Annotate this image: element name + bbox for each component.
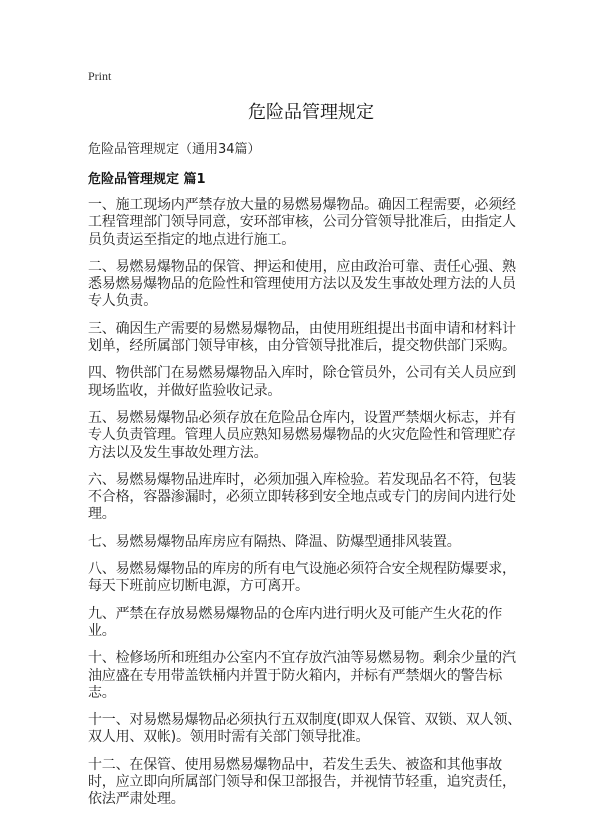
paragraph: 二、易燃易爆物品的保管、押运和使用，应由政治可靠、责任心强、熟悉易燃易爆物品的危险性和管理使用方法以及发生事故处理方法的人员专人负责。 xyxy=(88,258,516,310)
paragraph: 一、施工现场内严禁存放大量的易燃易爆物品。确因工程需要，必须经工程管理部门领导同意，安环部审核，公司分管领导批准后，由指定人员负责运至指定的地点进行施工。 xyxy=(88,197,516,248)
paragraph: 九、严禁在存放易燃易爆物品的仓库内进行明火及可能产生火花的作业。 xyxy=(88,605,502,639)
paragraph: 五、易燃易爆物品必须存放在危险品仓库内，设置严禁烟火标志，并有专人负责管理。管理人员应熟知易燃易爆物品的火灾危险性和管理贮存方法以及发生事故处理方法。 xyxy=(88,409,516,461)
section-heading: 危险品管理规定 篇1 xyxy=(88,172,206,187)
paragraph: 十一、对易燃易爆物品必须执行五双制度(即双人保管、双锁、双人领、双人用、双帐)。领用时需有关部门领导批准。 xyxy=(88,712,522,746)
paragraph: 十二、在保管、使用易燃易爆物品中，若发生丢失、被盗和其他事故时，应立即向所属部门领导和保卫部报告，并视情节轻重，追究责任，依法严肃处理。 xyxy=(88,756,516,808)
paragraph: 六、易燃易爆物品进库时，必须加强入库检验。若发现品名不符，包装不合格，容器渗漏时，必须立即转移到安全地点或专门的房间内进行处理。 xyxy=(88,471,516,523)
paragraph: 三、确因生产需要的易燃易爆物品，由使用班组提出书面申请和材料计划单，经所属部门领导审核，由分管领导批准后，提交物供部门采购。 xyxy=(88,320,516,355)
document-page xyxy=(88,69,524,819)
document-title: 危险品管理规定 xyxy=(248,102,374,123)
paragraph: 十、检修场所和班组办公室内不宜存放汽油等易燃易物。剩余少量的汽油应盛在专用带盖铁桶内并置于防火箱内，并标有严禁烟火的警告标志。 xyxy=(88,650,516,701)
print-label: Print xyxy=(88,69,112,83)
paragraph: 四、物供部门在易燃易爆物品入库时，除仓管员外，公司有关人员应到现场监收，并做好监验收记录。 xyxy=(88,365,516,399)
paragraph: 七、易燃易爆物品库房应有隔热、降温、防爆型通排风装置。 xyxy=(88,533,461,550)
paragraph: 八、易燃易爆物品的库房的所有电气设施必须符合安全规程防爆要求，每天下班前应切断电源，方可离开。 xyxy=(88,561,516,595)
document-subtitle: 危险品管理规定（通用34篇） xyxy=(88,142,261,157)
